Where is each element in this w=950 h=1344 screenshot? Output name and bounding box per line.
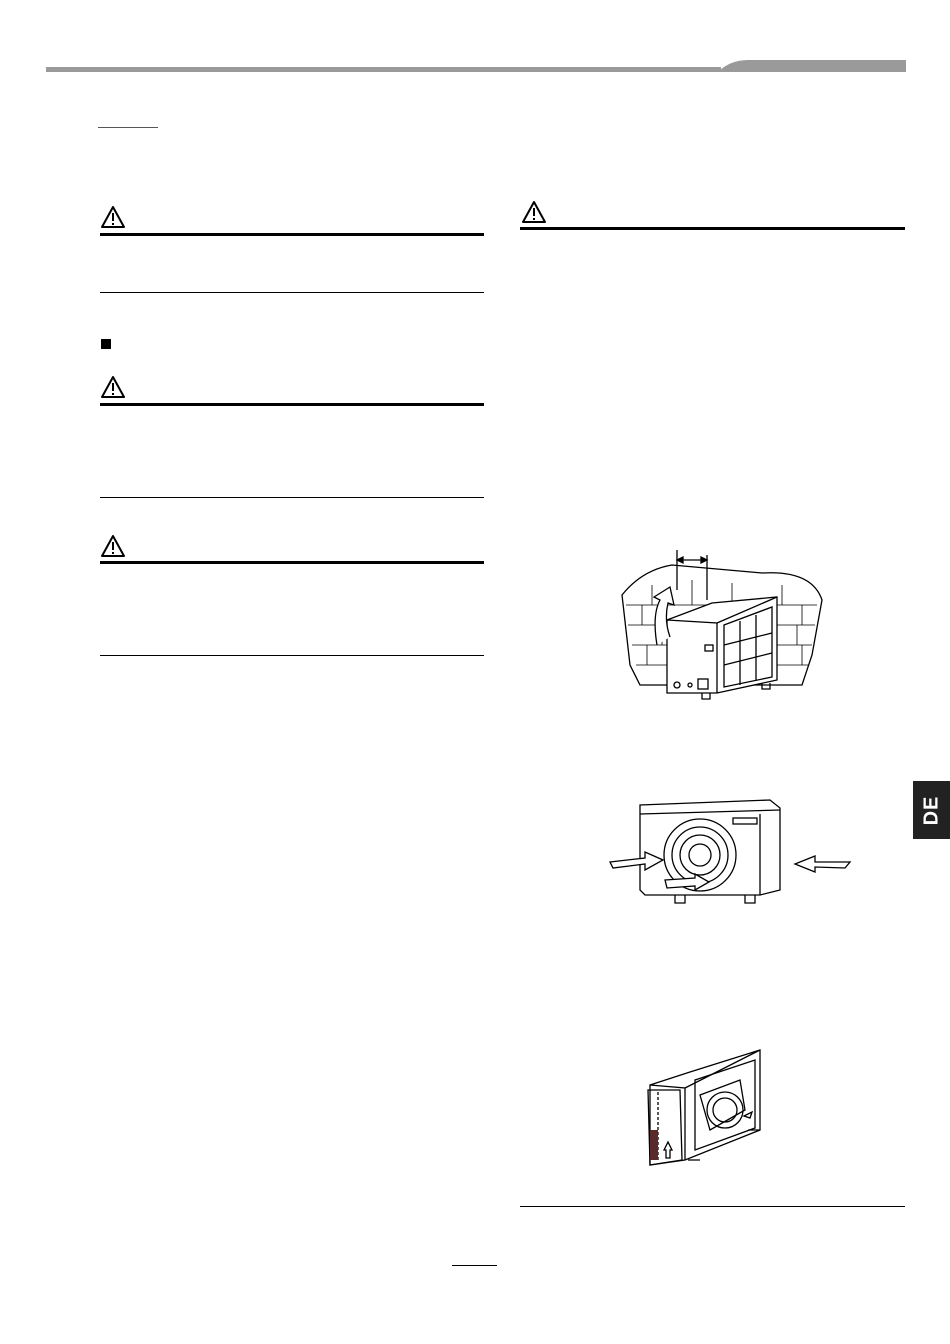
figure-unit-side-airflow [605, 800, 855, 910]
warning-triangle-icon [100, 534, 126, 558]
warning-rule-top [100, 233, 484, 236]
warning-rule-top [520, 227, 905, 230]
warning-rule-top [100, 403, 484, 406]
language-tab-label: DE [919, 795, 942, 825]
warning-triangle-icon [521, 200, 547, 224]
figure-unit-against-wall [612, 545, 827, 705]
warning-rule-bottom [100, 292, 484, 293]
header-tab [718, 60, 906, 72]
language-tab[interactable] [913, 781, 950, 839]
figure-unit-with-guard [640, 1050, 780, 1170]
warning-rule-bottom [100, 655, 484, 656]
square-bullet-icon [101, 339, 111, 349]
warning-rule-bottom [100, 497, 484, 498]
warning-triangle-icon [100, 205, 126, 229]
section-title-underline [98, 127, 158, 128]
header-bar [46, 67, 721, 72]
warning-triangle-icon [100, 375, 126, 399]
section-end-rule [520, 1206, 905, 1207]
warning-rule-top [100, 561, 484, 564]
page-number-rule [452, 1265, 497, 1266]
